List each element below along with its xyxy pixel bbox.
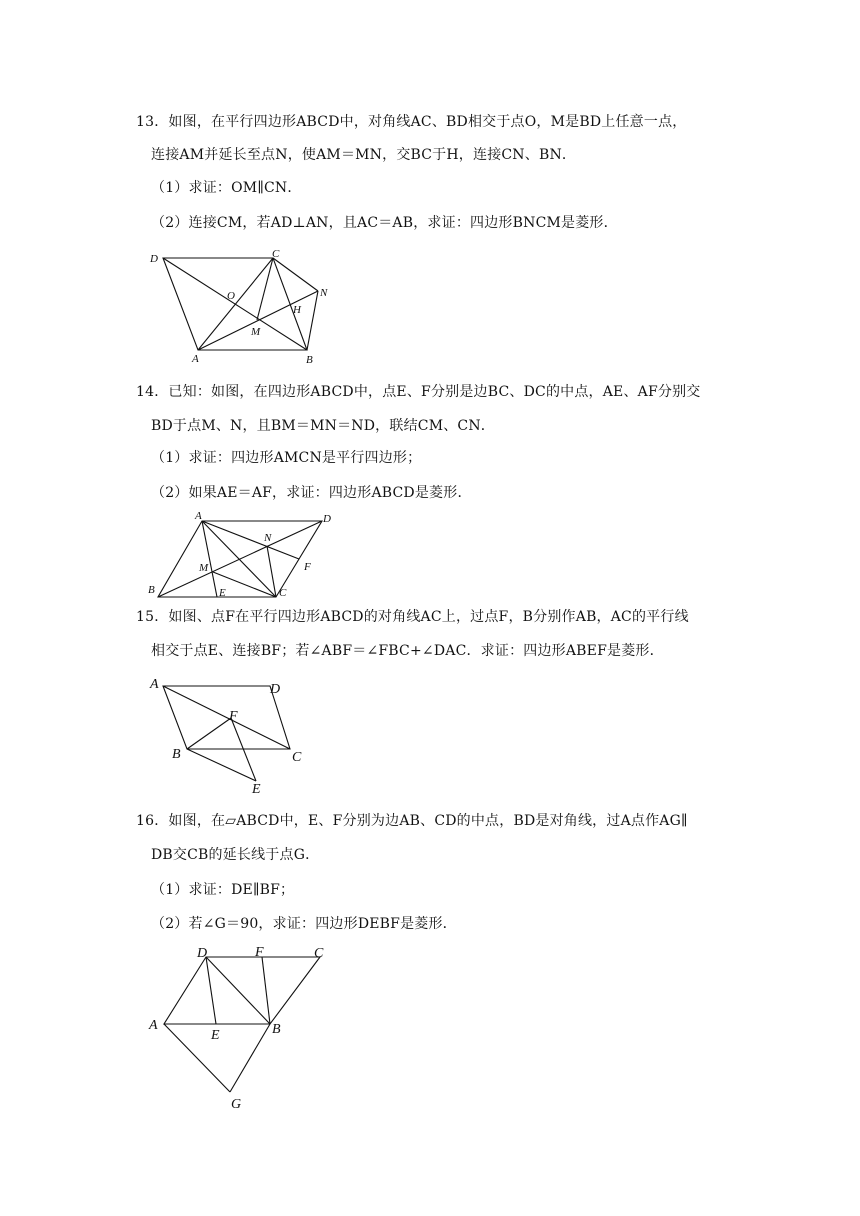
problem-14-part1: （1）求证：四边形AMCN是平行四边形；	[151, 450, 422, 466]
p16-segment-bg	[230, 1024, 270, 1092]
p15-label-a: A	[150, 677, 159, 692]
problem-13-number: 13．	[136, 114, 169, 130]
problem-13-part2: （2）连接CM，若AD⊥AN，且AC＝AB，求证：四边形BNCM是菱形．	[151, 215, 618, 231]
p16-parallelogram	[164, 957, 320, 1024]
p16-segment-de	[206, 957, 216, 1024]
problem-16-part2: （2）若∠G＝90，求证：四边形DEBF是菱形．	[151, 916, 457, 932]
problem-15-stem-line2: 相交于点E、连接BF；若∠ABF＝∠FBC+∠DAC．求证：四边形ABEF是菱形．	[151, 643, 664, 659]
problem-15-number: 15．	[136, 609, 169, 625]
problem-16-number: 16．	[136, 813, 169, 829]
problem-13-stem-line2: 连接AM并延长至点N，使AM＝MN，交BC于H，连接CN、BN．	[151, 147, 577, 163]
p16-diagonal-bd	[206, 957, 270, 1024]
p14-label-c: C	[279, 587, 287, 599]
problem-13-text1: 如图，在平行四边形ABCD中，对角线AC、BD相交于点O，M是BD上任意一点，	[168, 114, 687, 130]
p13-label-d: D	[150, 253, 158, 265]
problem-14-number: 14．	[136, 384, 169, 400]
p13-label-n: N	[320, 287, 328, 299]
p13-label-c: C	[272, 248, 280, 260]
p14-label-n: N	[264, 532, 272, 544]
problem-15-text1: 如图、点F在平行四边形ABCD的对角线AC上，过点F，B分别作AB，AC的平行线	[168, 609, 689, 625]
p15-label-e: E	[252, 782, 261, 797]
problem-14-stem-line2: BD于点M、N，且BM＝MN＝ND，联结CM、CN．	[151, 418, 495, 434]
p16-segment-bf	[262, 957, 270, 1024]
p13-label-h: H	[293, 304, 301, 316]
p15-label-d: D	[270, 682, 281, 697]
p15-label-c: C	[292, 750, 302, 765]
problem-16-part1: （1）求证：DE∥BF；	[151, 882, 295, 898]
p13-label-m: M	[251, 326, 261, 338]
p16-label-c: C	[314, 946, 324, 961]
p16-label-e: E	[211, 1028, 220, 1043]
p13-label-a: A	[192, 353, 199, 365]
problem-16-text1: 如图，在▱ABCD中，E、F分别为边AB、CD的中点，BD是对角线，过A点作AG∥	[168, 813, 688, 829]
p14-label-a: A	[195, 510, 202, 522]
p14-label-d: D	[323, 513, 331, 525]
p13-label-b: B	[306, 354, 313, 366]
p14-label-e: E	[219, 587, 226, 599]
p16-segment-ag	[164, 1024, 230, 1092]
p13-label-o: O	[227, 290, 235, 302]
problem-16-stem-line2: DB交CB的延长线于点G．	[151, 847, 320, 863]
p16-label-a: A	[149, 1018, 158, 1033]
problem-14-text1: 已知：如图，在四边形ABCD中，点E、F分别是边BC、DC的中点，AE、AF分别交	[168, 384, 701, 400]
p14-label-b: B	[148, 584, 155, 596]
problem-14-part2: （2）如果AE＝AF，求证：四边形ABCD是菱形．	[151, 485, 472, 501]
p14-label-f: F	[304, 561, 311, 573]
p16-label-f: F	[255, 945, 264, 960]
p16-label-g: G	[231, 1097, 242, 1112]
p16-label-b: B	[272, 1022, 281, 1037]
p15-label-b: B	[172, 747, 181, 762]
p16-label-d: D	[197, 946, 208, 961]
p14-label-m: M	[199, 562, 209, 574]
problem-13-part1: （1）求证：OM∥CN．	[151, 180, 302, 196]
p15-label-f: F	[229, 709, 238, 724]
